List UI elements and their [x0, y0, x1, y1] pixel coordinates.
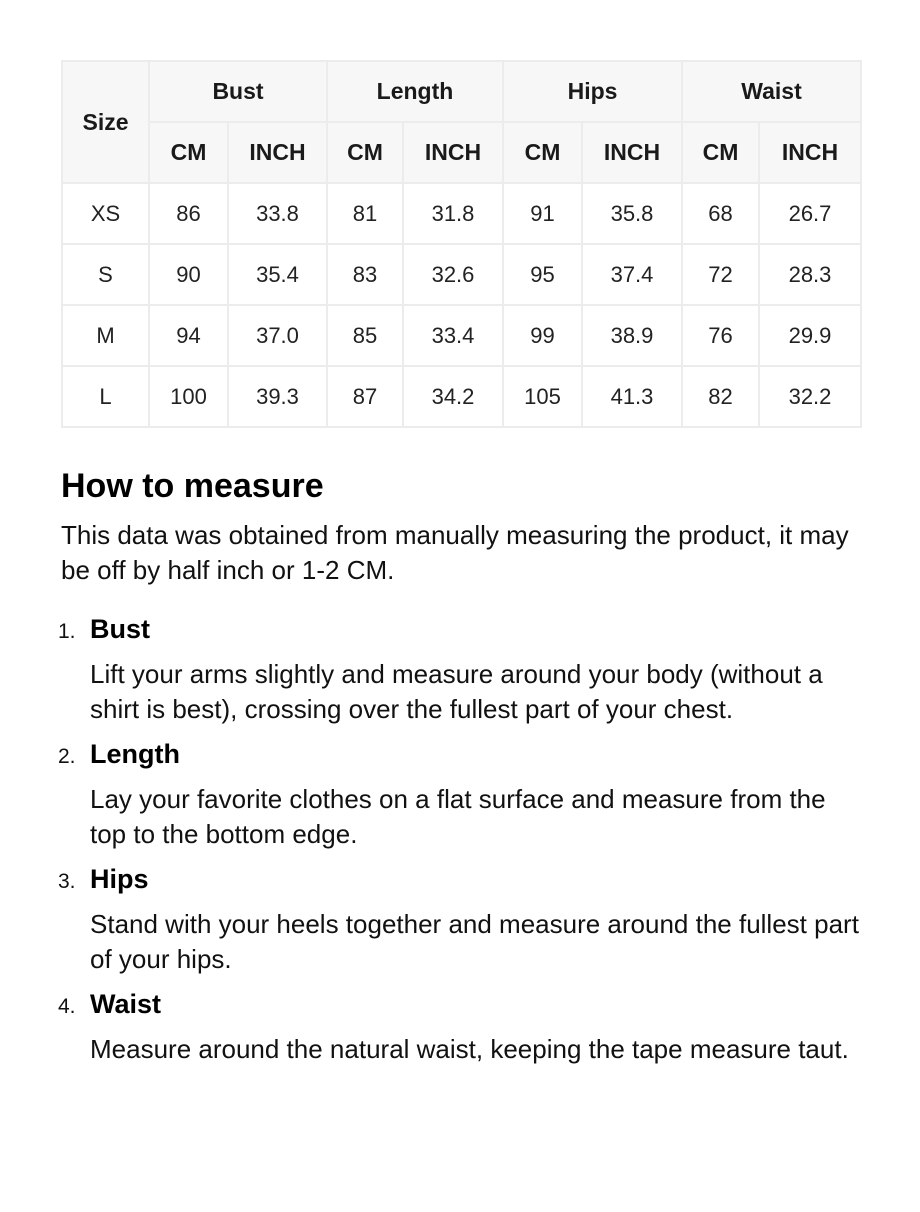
hips-cm-header: CM — [503, 122, 582, 183]
bust-cm-cell: 90 — [149, 244, 228, 305]
table-header-row-units — [62, 122, 861, 183]
length-cm-cell: 81 — [327, 183, 403, 244]
waist-inch-cell: 28.3 — [759, 244, 861, 305]
hips-inch-cell: 35.8 — [582, 183, 682, 244]
list-item — [58, 612, 859, 727]
hips-cm-cell: 91 — [503, 183, 582, 244]
waist-cm-header: CM — [682, 122, 759, 183]
step-description: Lift your arms slightly and measure around your body (without a shirt is best), crossing over the fullest part of your chest. — [90, 659, 823, 724]
length-cm-cell: 85 — [327, 305, 403, 366]
hips-group-header: Hips — [503, 61, 682, 122]
length-inch-cell: 32.6 — [403, 244, 503, 305]
intro-text: This data was obtained from manually measuring the product, it may be off by half inch or 1-2 CM. — [61, 520, 849, 585]
hips-cm-cell: 99 — [503, 305, 582, 366]
length-group-header: Length — [327, 61, 503, 122]
step-description: Measure around the natural waist, keeping the tape measure taut. — [90, 1034, 849, 1064]
table-row — [62, 183, 861, 244]
bust-group-header: Bust — [149, 61, 327, 122]
hips-cm-cell: 95 — [503, 244, 582, 305]
length-inch-cell: 31.8 — [403, 183, 503, 244]
hips-inch-cell: 37.4 — [582, 244, 682, 305]
step-title: Waist — [90, 989, 162, 1019]
waist-inch-cell: 26.7 — [759, 183, 861, 244]
hips-inch-cell: 38.9 — [582, 305, 682, 366]
waist-cm-cell: 72 — [682, 244, 759, 305]
length-inch-header: INCH — [403, 122, 503, 183]
waist-group-header: Waist — [682, 61, 861, 122]
waist-inch-header: INCH — [759, 122, 861, 183]
list-item — [58, 737, 859, 852]
hips-cm-cell: 105 — [503, 366, 582, 427]
bust-cm-header: CM — [149, 122, 228, 183]
bust-inch-cell: 39.3 — [228, 366, 327, 427]
length-cm-header: CM — [327, 122, 403, 183]
length-cm-cell: 83 — [327, 244, 403, 305]
size-cell: L — [62, 366, 149, 427]
bust-cm-cell: 86 — [149, 183, 228, 244]
size-chart-table — [61, 60, 862, 428]
step-description: Lay your favorite clothes on a flat surface and measure from the top to the bottom edge. — [90, 784, 826, 849]
step-title: Hips — [90, 864, 149, 894]
waist-inch-cell: 29.9 — [759, 305, 861, 366]
waist-inch-cell: 32.2 — [759, 366, 861, 427]
bust-inch-cell: 35.4 — [228, 244, 327, 305]
table-row — [62, 244, 861, 305]
bust-inch-cell: 37.0 — [228, 305, 327, 366]
length-inch-cell: 34.2 — [403, 366, 503, 427]
step-title: Length — [90, 739, 180, 769]
bust-inch-header: INCH — [228, 122, 327, 183]
table-header-row-groups — [62, 61, 861, 122]
table-row — [62, 366, 861, 427]
section-title: How to measure — [61, 467, 324, 505]
size-cell: M — [62, 305, 149, 366]
list-item — [58, 987, 859, 1067]
hips-inch-cell: 41.3 — [582, 366, 682, 427]
hips-inch-header: INCH — [582, 122, 682, 183]
waist-cm-cell: 76 — [682, 305, 759, 366]
bust-cm-cell: 100 — [149, 366, 228, 427]
bust-cm-cell: 94 — [149, 305, 228, 366]
step-description: Stand with your heels together and measure around the fullest part of your hips. — [90, 909, 859, 974]
step-title: Bust — [90, 614, 150, 644]
size-cell: S — [62, 244, 149, 305]
size-column-header: Size — [62, 61, 149, 183]
step-number: 3. — [58, 870, 76, 893]
bust-inch-cell: 33.8 — [228, 183, 327, 244]
step-number: 4. — [58, 995, 76, 1018]
length-inch-cell: 33.4 — [403, 305, 503, 366]
waist-cm-cell: 68 — [682, 183, 759, 244]
measure-steps-list — [58, 612, 859, 1067]
step-number: 2. — [58, 745, 76, 768]
length-cm-cell: 87 — [327, 366, 403, 427]
step-number: 1. — [58, 620, 76, 643]
waist-cm-cell: 82 — [682, 366, 759, 427]
table-row — [62, 305, 861, 366]
size-cell: XS — [62, 183, 149, 244]
list-item — [58, 862, 859, 977]
